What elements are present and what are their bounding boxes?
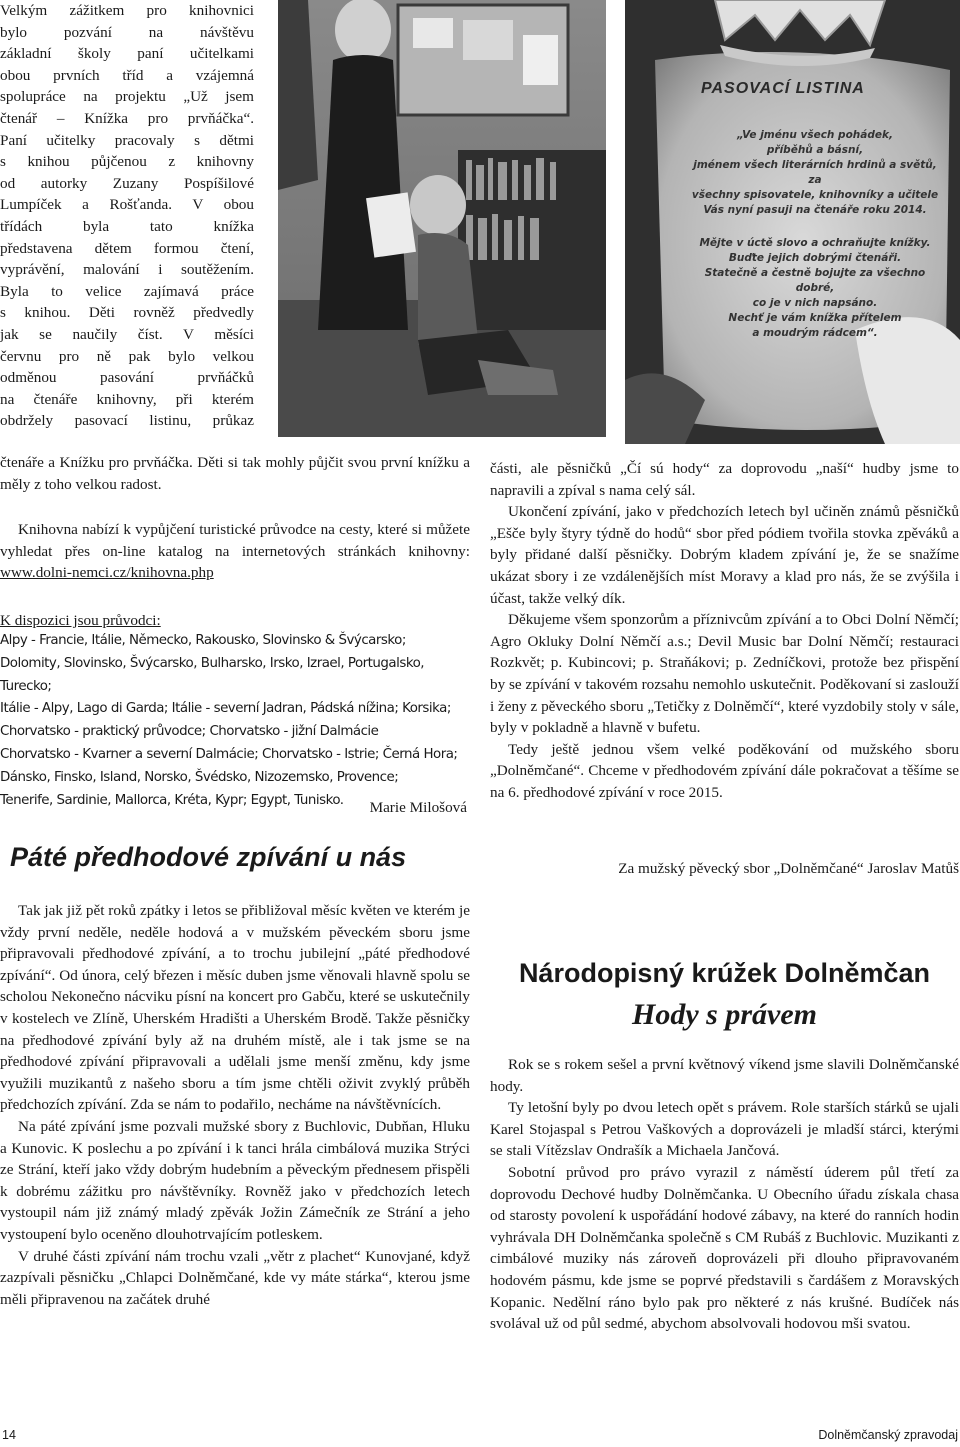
intro-line: bylo pozvání na návštěvu	[0, 23, 254, 41]
photo-certificate	[625, 0, 960, 444]
certificate-line: co je v nich napsáno.	[752, 297, 878, 309]
article-paragraph: Ty letošní byly po dvou letech opět s právem. Role starších stárků se ujali Karel Stojaspal s Petrou Vaškových a doprovázeli je mladší stárci, kterými se stali Vítězslav Ondrašík a Michaela Jančová.	[490, 1099, 959, 1160]
article-title-narodopisny: Národopisný krúžek Dolněmčan	[518, 958, 931, 988]
intro-line: na čtenáře knihovny, při kterém	[0, 390, 254, 408]
intro-line: s knihou. Děti rovněž předvedly	[0, 304, 254, 322]
certificate-line: a moudrým rádcem“.	[752, 327, 878, 339]
article-paragraph: Tedy ještě jednou všem velké poděkování od mužského sboru „Dolněmčané“. Chceme v předhodovém zpívání dále pokračovat a těšíme se na 6. předhodové zpívání v roce 2015.	[490, 740, 959, 801]
intro-narrow	[0, 0, 254, 432]
certificate-title: PASOVACÍ LISTINA	[701, 80, 865, 97]
article-paragraph: Na páté zpívání jsme pozvali mužské sbory z Buchlovic, Dubňan, Hluku a Kunovic. K poslechu a po zpívání i k tanci hrála cimbálová muzika Strýci ze Strání, kteří jako vždy dobrým hudebním a pěveckým přednesem přispěli k dobrému zážitku pro návštěvníky. Rovněž jako v předchozích letech vystoupil nám již známý mladý zpěvák Jožin Zámečník ze Strání a jeho vystoupení bylo oceněno dlouhotrvajícím potleskem.	[0, 1117, 470, 1243]
guide-item: Alpy - Francie, Itálie, Německo, Rakousko, Slovinsko & Švýcarsko;	[0, 633, 406, 648]
article-body-zpivani	[0, 900, 470, 1310]
guide-item: Itálie - Alpy, Lago di Garda; Itálie - severní Jadran, Pádská nížina; Korsika;	[0, 701, 451, 717]
guides-heading: K dispozici jsou průvodci:	[0, 612, 161, 629]
article-paragraph: Děkujeme všem sponzorům a příznivcům zpívání a to Obci Dolní Němčí; Agro Okluky Dolní Němčí a.s.; Devil Music bar Dolní Němčí; restauraci Rozkvět; p. Kubincovi; p. Straňákovi; p. Zedníčkovi, protože bez přispění by se zpívání v takovém rozsahu nemohlo uskutečnit. Poděkovaní si zaslouží i ženy z pěveckého sboru „Tetičky z Dolněmčí“, které vyzdobily stoly v sále, byly v pokladně a hlavně v bufetu.	[490, 611, 959, 737]
intro-line: Velkým zážitkem pro knihovnici	[0, 2, 254, 19]
guides-list	[0, 630, 475, 812]
guide-item: Chorvatsko - Kvarner a severní Dalmácie; Chorvatsko - Istrie; Černá Hora;	[0, 746, 458, 762]
intro-line: spolupráce na projektu „Už jsem	[0, 88, 254, 106]
page-number: 14	[2, 1428, 16, 1442]
intro-line: představena dětem formou čtení,	[0, 239, 254, 257]
article-body-right	[490, 458, 959, 804]
intro-line: čtenář – Knížka pro prvňáčka“.	[0, 109, 254, 127]
certificate-line: Vás nyní pasuji na čtenáře roku 2014.	[703, 204, 927, 216]
intro-line: obou prvních tříd a vzájemná	[0, 66, 254, 84]
certificate-line: Mějte v úctě slovo a ochraňujte knížky.	[699, 237, 931, 249]
certificate-line: Nechť je vám knížka přítelem	[728, 312, 902, 324]
certificate-line: příběhů a básní,	[766, 144, 864, 156]
article-paragraph: Sobotní průvod pro právo vyrazil z náměstí úderem půl třetí za doprovodu Dechové hudby Dolněmčanka. U Obecního úřadu získala chasa od starosty povolení k uspořádání hodové zábavy, na které do ranních hodin vyhrávala DH Dolněmčanka společně s CM Rubáš z Buchlovic. Muzikanti z cimbálové muziky nás zároveň doprovázeli při dlouho připravovaném hodovém pásmu, kde jsme se poprvé představili s čardášem z Moravských Kopanic. Nedělní ráno bylo pak pro některé z nás krušné. Budíček nás svolával už od půl sedmé, abychom absolvovali hodovou mši svatou.	[490, 1163, 959, 1333]
certificate-line: „Ve jménu všech pohádek,	[737, 129, 893, 141]
intro-line: červnu pro ně pak bylo velkou	[0, 347, 254, 365]
guide-item: Tenerife, Sardinie, Mallorca, Kréta, Kypr; Egypt, Tunisko.	[0, 792, 344, 808]
article-paragraph: části, ale pěsničků „Čí sú hody“ za doprovodu „naší“ hudby jsme to napravili a zpíval s nama celý sál.	[490, 460, 959, 499]
publication-name: Dolněmčanský zpravodaj	[818, 1428, 958, 1442]
certificate-line: všechny spisovatele, knihovníky a učitele	[691, 189, 939, 201]
intro-line: s knihou půjčenou z knihovny	[0, 153, 254, 171]
photo-pasovani-image	[278, 0, 606, 437]
guide-item: Dánsko, Finsko, Island, Norsko, Švédsko, Nizozemsko, Provence;	[0, 769, 399, 785]
article-paragraph: Ukončení zpívání, jako v předchozích letech byl učiněn známů pěsničků „Ešče byly štyry týdně do hodů“ sbor před pódiem tvořila stovka zpěváků a byly přidané další pěsničky. Dobrým kladem zpívání je, že se snažíme ukázat sbory i ze vzdálenějších míst Moravy a klad pro nás, že se zvýšila i účast, takže velký dík.	[490, 503, 959, 607]
certificate-line: Statečně a čestně bojujte za všechno dobré,	[704, 267, 926, 294]
certificate-text	[685, 128, 945, 341]
intro-line: Byla to velice zajímavá práce	[0, 282, 254, 300]
article-paragraph: Rok se s rokem sešel a první květnový víkend jsme slavili Dolněmčanské hody.	[490, 1056, 959, 1095]
article-body-hody	[490, 1054, 959, 1335]
choir-signature: Za mužský pěvecký sbor „Dolněmčané“ Jaroslav Matůš	[618, 860, 959, 877]
intro-line: odměnou pasování prvňáčků	[0, 369, 254, 387]
guide-item: Chorvatsko - praktický průvodce; Chorvatsko - jižní Dalmácie	[0, 724, 379, 740]
intro-line: od autorky Zuzany Pospíšilové	[0, 174, 254, 192]
article-subtitle-hody: Hody s právem	[632, 998, 817, 1031]
guides-signature: Marie Milošová	[369, 799, 467, 816]
article-title-zpivani: Páté předhodové zpívání u nás	[10, 842, 407, 872]
library-link[interactable]: www.dolni-nemci.cz/knihovna.php	[0, 564, 214, 582]
guides-paragraph	[0, 519, 470, 584]
photo-pasovani	[278, 0, 606, 437]
intro-line: obdržely pasovací listinu, průkaz	[0, 412, 254, 430]
intro-continuation: čtenáře a Knížku pro prvňáčka. Děti si tak mohly půjčit svou první knížku a měly z toho velkou radost.	[0, 454, 470, 493]
intro-line: jak se naučily číst. V měsíci	[0, 325, 254, 343]
article-paragraph: Tak jak již pět roků zpátky i letos se přibližoval měsíc květen ve kterém je vždy první neděle, neděle hodová a v mužském pěveckém sboru jsme připravovali předhodové zpívání, a to trochu jubilejní „páté předhodové zpívání“. Od února, celý březen i měsíc duben jsme věnovali hlavně spolu se scholou Nekonečno nácviku písní na koncert pro Gabču, které se uskutečnily v kostelech ve Zlíně, Uherském Hradišti a Uherském Brodě. Takže pěsničky na předhodové zpívání byly až na druhém místě, ale i tak jsme se na předhodové zpívání připravovali a udělali jsme menší změnu, kdy jsme využili muzikantů z našeho sboru a tím jsme chtěli oživit zvyklý průběh předchozích zpívání. Zda se nám to podařilo, necháme na návštěvnících.	[0, 902, 470, 1114]
guide-item: Dolomity, Slovinsko, Švýcarsko, Bulharsko, Irsko, Izrael, Portugalsko, Turecko;	[0, 655, 425, 694]
certificate-line: jménem všech literárních hrdinů a světů, za	[693, 159, 937, 186]
intro-line: základní školy paní učitelkami	[0, 45, 254, 63]
guides-text: Knihovna nabízí k vypůjčení turistické průvodce na cesty, které si můžete vyhledat přes on-line katalog na internetových stránkách knihovny:	[0, 521, 470, 560]
intro-line: třídách byla tato knížka	[0, 217, 254, 235]
intro-line: vyprávění, malování i soutěžením.	[0, 261, 254, 279]
intro-line: Paní učitelky pracovaly s dětmi	[0, 131, 254, 149]
intro-line: Lumpíček a Rošťanda. V obou	[0, 196, 254, 214]
certificate-line: Buďte jejich dobrými čtenáři.	[728, 252, 902, 264]
article-paragraph: V druhé části zpívání nám trochu vzali „větr z plachet“ Kunovjané, když zazpívali pěsničku „Chlapci Dolněmčané, kde vy máte stárka“, kterou jsme měli připravenou na začátek druhé	[0, 1247, 470, 1308]
